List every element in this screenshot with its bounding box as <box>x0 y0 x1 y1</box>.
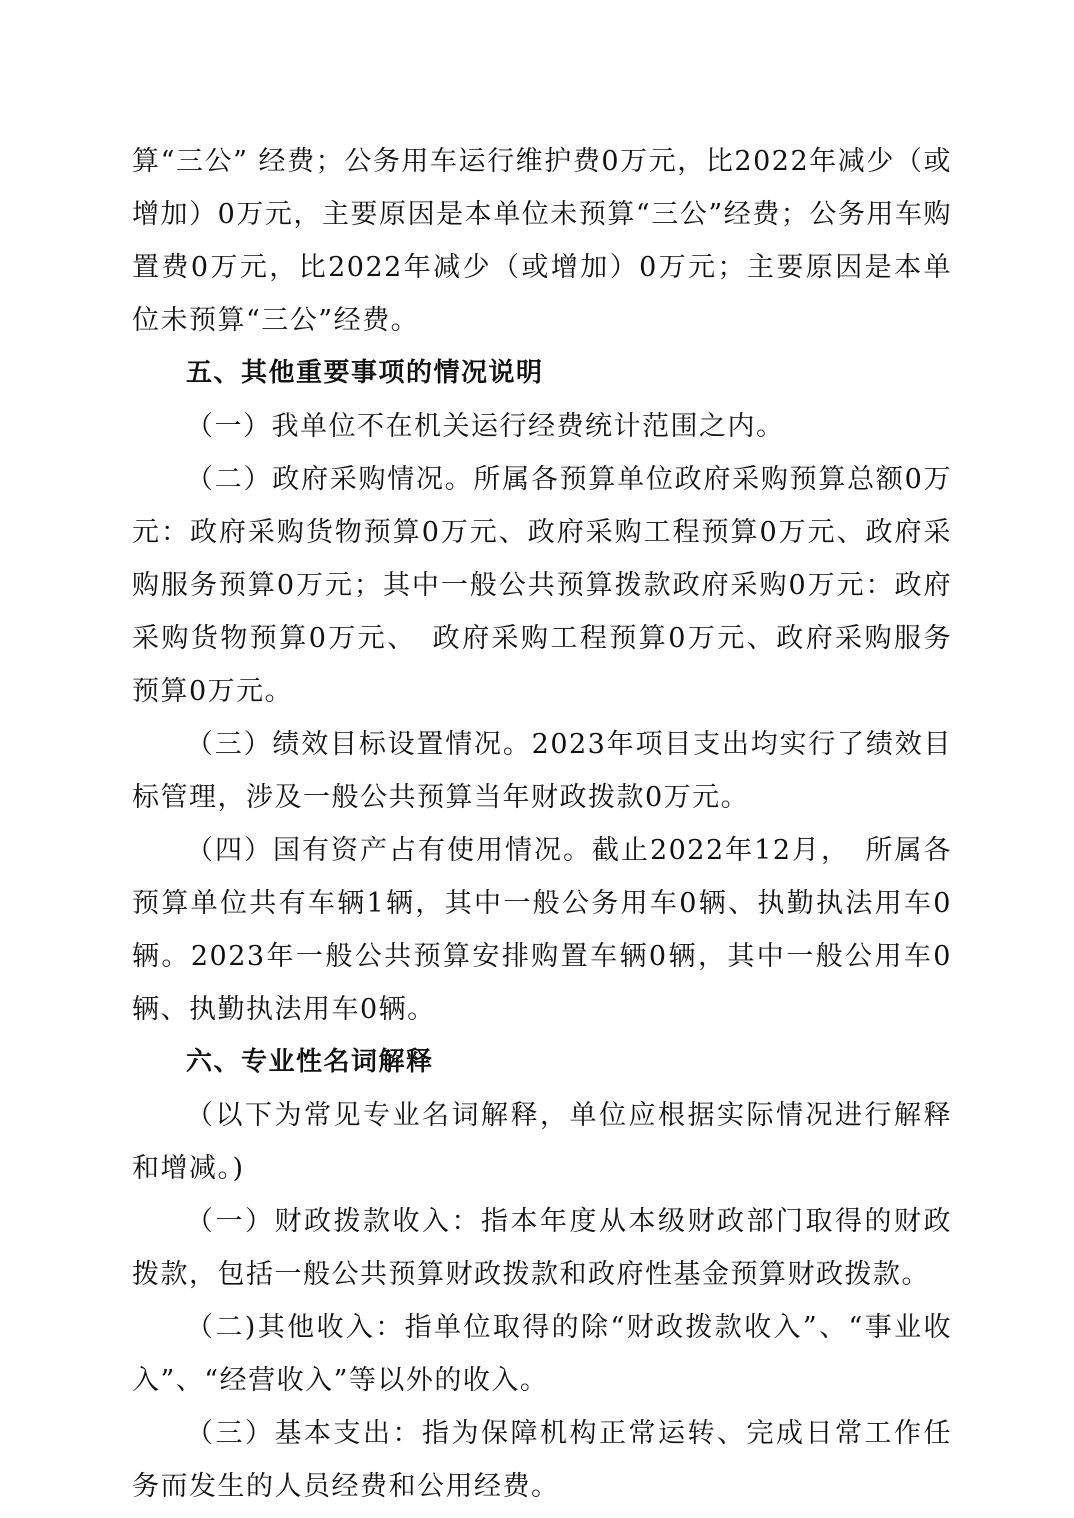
section-heading-glossary: 六、专业性名词解释 <box>186 1047 434 1077</box>
paragraph-performance-targets: （三）绩效目标设置情况。2023年项目支出均实行了绩效目标管理，涉及一般公共预算当年财政拨款0万元。 <box>132 729 952 813</box>
paragraph-glossary-note: （以下为常见专业名词解释，单位应根据实际情况进行解释和增减。) <box>132 1100 952 1184</box>
section-heading-other-matters: 五、其他重要事项的情况说明 <box>186 358 544 388</box>
paragraph-fiscal-appropriation-income: （一）财政拨款收入：指本年度从本级财政部门取得的财政拨款，包括一般公共预算财政拨款和政府性基金预算财政拨款。 <box>132 1206 952 1290</box>
paragraph-state-assets: （四）国有资产占有使用情况。截止2022年12月， 所属各预算单位共有车辆1辆，其中一般公务用车0辆、执勤执法用车0辆。2023年一般公共预算安排购置车辆0辆，其中一般公用车0辆、执勤执法用车0辆。 <box>132 835 952 1025</box>
document-body <box>132 135 952 1513</box>
paragraph-government-procurement: （二）政府采购情况。所属各预算单位政府采购预算总额0万元：政府采购货物预算0万元、政府采购工程预算0万元、政府采购服务预算0万元；其中一般公共预算拨款政府采购0万元：政府采购货物预算0万元、 政府采购工程预算0万元、政府采购服务预算0万元。 <box>132 464 952 707</box>
paragraph-three-public-expenses: 算“三公” 经费；公务用车运行维护费0万元，比2022年减少（或增加）0万元，主要原因是本单位未预算“三公”经费；公务用车购置费0万元，比2022年减少（或增加）0万元；主要原因是本单位未预算“三公”经费。 <box>132 146 952 336</box>
paragraph-basic-expenditure: （三）基本支出：指为保障机构正常运转、完成日常工作任务而发生的人员经费和公用经费。 <box>132 1418 952 1502</box>
paragraph-operating-expenses: （一）我单位不在机关运行经费统计范围之内。 <box>186 411 785 442</box>
paragraph-other-income: （二)其他收入：指单位取得的除“财政拨款收入”、“事业收入”、“经营收入”等以外的收入。 <box>132 1312 952 1396</box>
